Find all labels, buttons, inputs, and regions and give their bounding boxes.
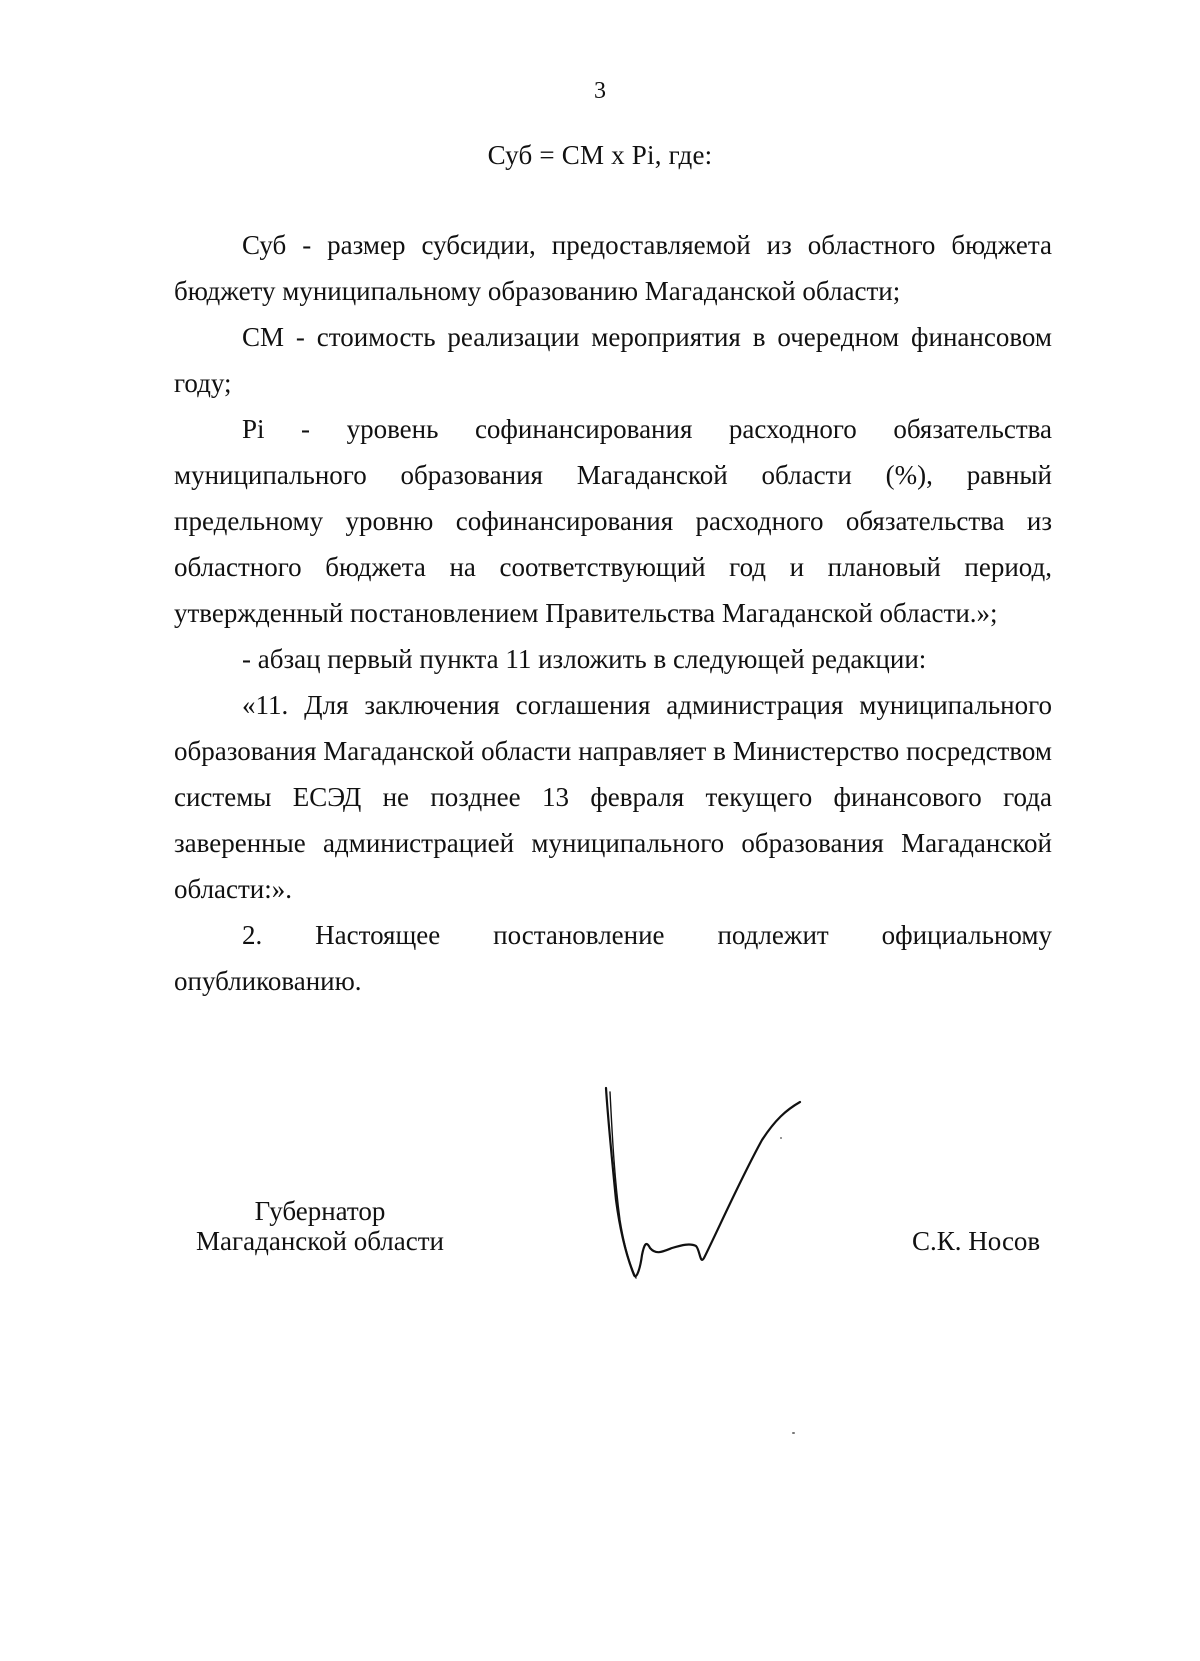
formula: Суб = СМ х Pi, где: [487, 140, 713, 170]
handwritten-signature [600, 1080, 840, 1300]
paragraph-pi-definition: Pi - уровень софинансирования расходного обязательства муниципального образования Магаданской области (%), равный предельному уровню софинансирования расходного обязательства из областного бюджета на соответствующий год и плановый период, утвержденный постановлением Правительства Магаданской области.»; [174, 414, 1052, 628]
paragraph-sub-definition: Суб - размер субсидии, предоставляемой из областного бюджета бюджету муниципальному образованию Магаданской области; [174, 230, 1052, 306]
scan-speck [780, 1137, 782, 1139]
scan-speck [792, 1432, 795, 1434]
page-number: 3 [594, 78, 606, 104]
paragraph-cm-definition: СМ - стоимость реализации мероприятия в очередном финансовом году; [174, 322, 1052, 398]
paragraph-publication: 2. Настоящее постановление подлежит официальному опубликованию. [174, 920, 1052, 996]
paragraph-amendment-intro: - абзац первый пункта 11 изложить в следующей редакции: [242, 644, 927, 674]
signer-title-line1: Губернатор [254, 1196, 386, 1226]
signer-title-line2: Магаданской области [196, 1226, 444, 1256]
signer-name: С.К. Носов [912, 1226, 1041, 1256]
signer-title [170, 1196, 470, 1256]
document-body [174, 222, 1052, 1004]
paragraph-item-11: «11. Для заключения соглашения администрация муниципального образования Магаданской области направляет в Министерство посредством системы ЕСЭД не позднее 13 февраля текущего финансового года заверенные администрацией муниципального образования Магаданской области:». [174, 690, 1052, 904]
